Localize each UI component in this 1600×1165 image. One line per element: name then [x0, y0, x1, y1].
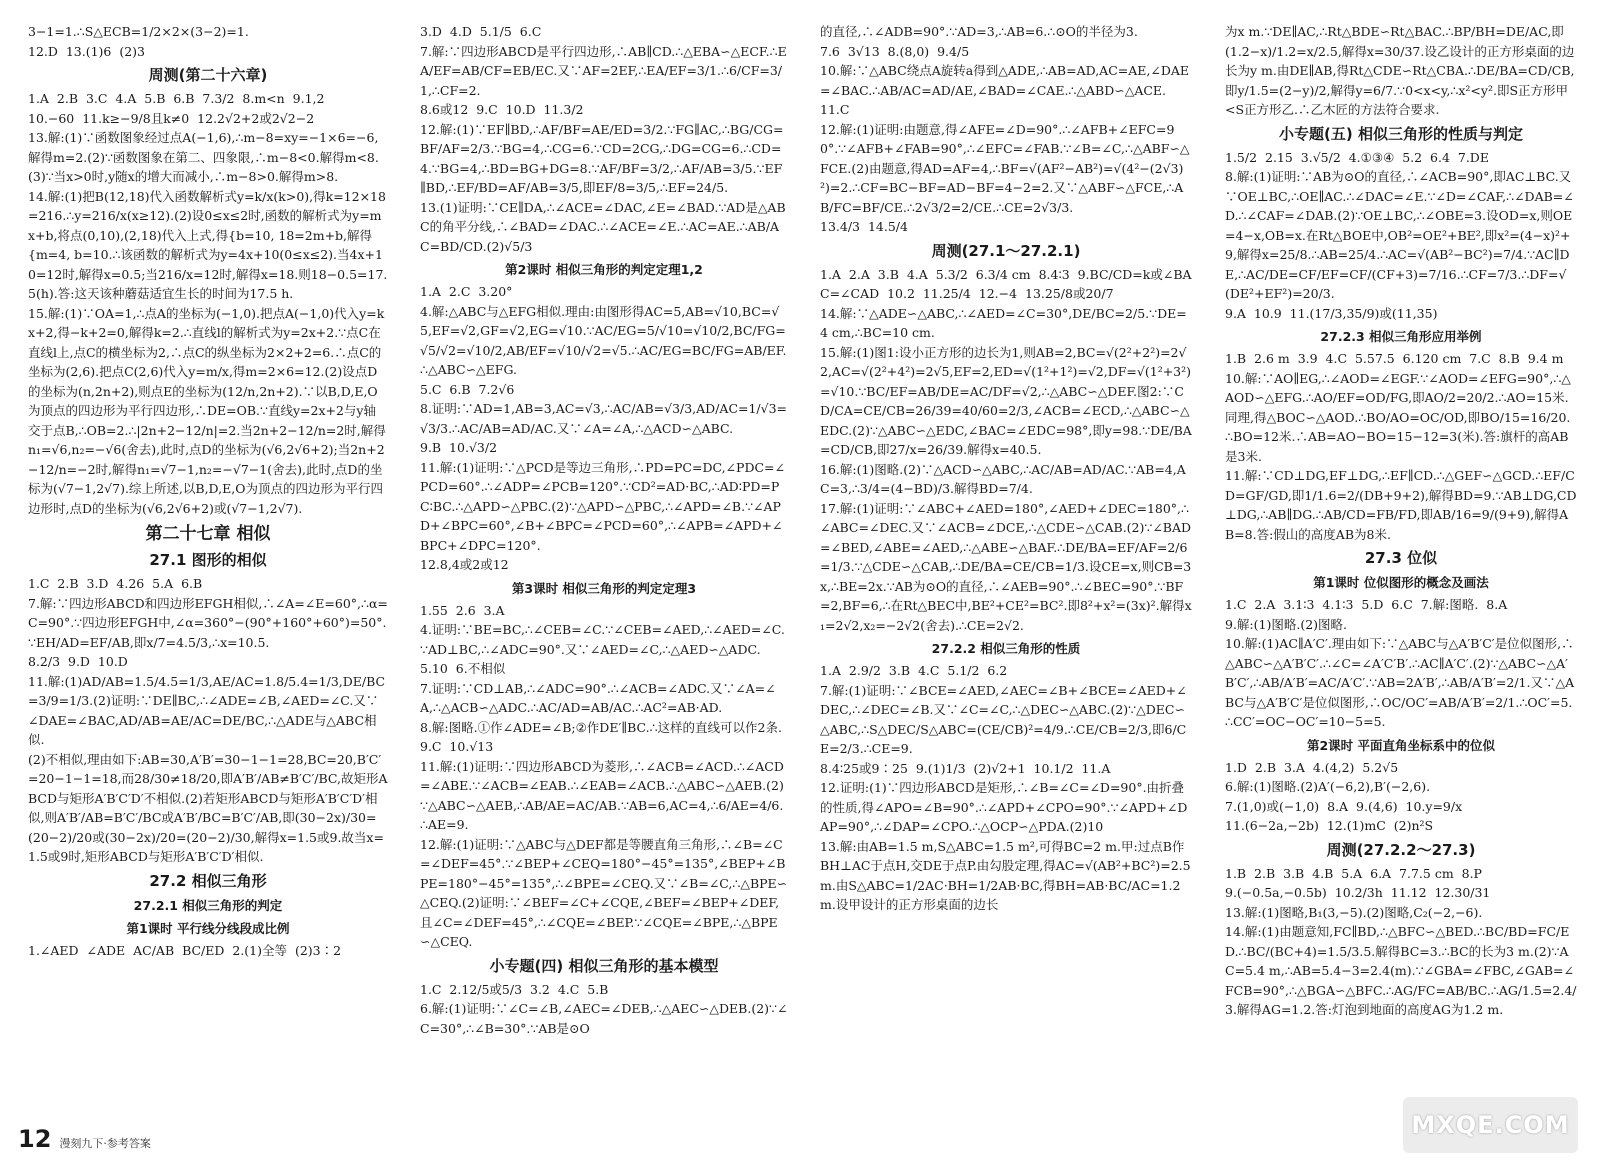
- answer-block: 1.A 2.9/2 3.B 4.C 5.1/2 6.2 7.解:(1)证明:∵∠BCE=∠AED,∠AEC=∠B+∠BCE=∠AED+∠DEC,∴∠DEC=∠B.又∵∠C=∠C,∴△DEC∽△ABC.(2)∵△DEC∽△ABC,∴S△DEC/S△ABC=(CE/CB)²=4/9.∴CE/CB=2/3,即6/CE=2/3.∴CE=9. 8.4∶25或9∶25 9.(1)1/3 (2)√2+1 10.1/2 11.A 12.证明:(1)∵四边形ABCD是矩形,∴∠B=∠C=∠D=90°.由折叠的性质,得∠APO=∠B=90°.∴∠APD+∠CPO=90°.∵∠APD+∠DAP=90°,∴∠DAP=∠CPO.∴△OCP∽△PDA.(2)10 13.解:由AB=1.5 m,S△ABC=1.5 m²,可得BC=2 m.甲:过点B作BH⊥AC于点H,交DE于点P.由勾股定理,得AC=√(AB²+BC²)=2.5 m.由S△ABC=1/2AC·BH=1/2AB·BC,得BH=AB·BC/AC=1.2 m.设甲设计的正方形桌面的边长: [820, 663, 1191, 912]
- answer-block: 为x m.∵DE∥AC,∴Rt△BDE∽Rt△BAC.∴BP/BH=DE/AC,即(1.2−x)/1.2=x/2.5,解得x=30/37.设乙设计的正方形桌面的边长为y m.由DE∥AB,得Rt△CDE∽Rt△CBA.∴DE/BA=CD/CB,即y/1.5=(2−y)/2,解得y=6/7.∵0<x<y,∴x²<y².即S正方形甲<S正方形乙.∴乙木匠的方法符合要求.: [1225, 24, 1575, 117]
- section-heading: 周测(第二十六章): [148, 66, 268, 84]
- section-heading: 27.2 相似三角形: [149, 871, 267, 890]
- column-4: [1225, 22, 1577, 1125]
- column-1: [28, 22, 388, 1125]
- answer-block: 1.55 2.6 3.A 4.证明:∵BE=BC,∴∠CEB=∠C.∵∠CEB=∠AED,∴∠AED=∠C.∵AD⊥BC,∴∠ADC=90°.又∵∠AED=∠C,∴△AED∽△ADC. 5.10 6.不相似 7.证明:∵CD⊥AB,∴∠ADC=90°.∴∠ACB=∠ADC.又∵∠A=∠A,∴△ACB∽△ADC.∴AC/AD=AB/AC.∴AC²=AB·AD. 8.解:图略.①作∠ADE=∠B;②作DE′∥BC.∴这样的直线可以作2条. 9.C 10.√13 11.解:(1)证明:∵四边形ABCD为菱形,∴∠ACB=∠ACD.∴∠ACD=∠ABE.∵∠ACB=∠EAB.∴∠EAB=∠ACB.∴△ABC∽△AEB.(2)∵△ABC∽△AEB,∴AB/AE=AC/AB.∵AB=6,AC=4,∴6/AE=4/6.∴AE=9. 12.解:(1)证明:∵△ABC与△DEF都是等腰直角三角形,∴∠B=∠C=∠DEF=45°.∵∠BEP+∠CEQ=180°−45°=135°,∠BEP+∠BPE=180°−45°=135°,∴∠BPE=∠CEQ.又∵∠B=∠C,∴△BPE∽△CEQ.(2)证明:∵∠BEF=∠C+∠CQE,∠BEF=∠BEP+∠DEF,且∠C=∠DEF=45°,∴∠CQE=∠BEP.∵∠CQE=∠BPE,∴△BPE∽△CEQ.: [420, 602, 788, 949]
- book-label: 漫刻九下·参考答案: [59, 1137, 151, 1150]
- subsection-heading: 27.2.1 相似三角形的判定: [133, 897, 283, 913]
- answer-block: 1.A 2.A 3.B 4.A 5.3/2 6.3/4 cm 8.4∶3 9.BC/CD=k或∠BAC=∠CAD 10.2 11.25/4 12.−4 13.25/8或20/7 14.解:∵△ADE∽△ABC,∴∠AED=∠C=30°,DE/BC=2/5.∵DE=4 cm,∴BC=10 cm. 15.解:(1)图1:设小正方形的边长为1,则AB=2,BC=√(2²+2²)=2√2,AC=√(2²+4²)=2√5,EF=2,ED=√(1²+1²)=√2,DF=√(1²+3²)=√10.∵BC/EF=AB/DE=AC/DF=√2,∴△ABC∽△DEF.图2:∵CD/CA=CE/CB=26/39=40/60=2/3,∠ACB=∠ECD,∴△ABC∽△EDC.(2)∵△ABC∽△EDC,∠BAC=∠EDC=98°,即y=98.∵DE/BA=CD/CB,即27/x=26/39.解得x=40.5. 16.解:(1)图略.(2)∵△ACD∽△ABC,∴AC/AB=AD/AC.∵AB=4,AC=3,∴3/4=(4−BD)/3.解得BD=7/4. 17.解:(1)证明:∵∠ABC+∠AED=180°,∠AED+∠DEC=180°,∴∠ABC=∠DEC.又∵∠ACB=∠DCE,∴△CDE∽△CAB.(2)∵∠BAD=∠BED,∠ABE=∠AED,∴△ABE∽△BAF.∴DE/BA=EF/AF=2/6=1/3.∵△CDE∽△CAB,∴DE/BA=CE/CB=1/3.设CE=x,则CB=3x,∴BE=2x.∵AB为⊙O的直径,∴∠AEB=90°.∴∠BEC=90°.∵BF=2,BF=6,∴在Rt△BEC中,BE²+CE²=BC².即8²+x²=(3x)².解得x₁=2√2,x₂=−2√2(舍去).∴CE=2√2.: [820, 266, 1192, 633]
- site-watermark: MXQE.COM: [1403, 1097, 1578, 1153]
- section-heading: 周测(27.1～27.2.1): [931, 241, 1081, 260]
- section-heading: 27.3 位似: [1364, 549, 1438, 567]
- answer-block: 3.D 4.D 5.1/5 6.C 7.解:∵四边形ABCD是平行四边形,∴AB∥CD.∴△EBA∽△ECF.∴EA/EF=AB/CF=EB/EC.又∵AF=2EF,∴EA/EF=3/1.∴6/CF=3/1,∴CF=2. 8.6或12 9.C 10.D 11.3/2 12.解:(1)∵EF∥BD,∴AF/BF=AE/ED=3/2.∵FG∥AC,∴BG/CG=BF/AF=2/3.∵BG=4,∴CG=6.∵CD=2CG,∴DG=CG=6.∴CD=4.∵BG=4,∴BD=BG+DG=8.∵AF/BF=3/2,∴AF/AB=3/5.∵EF∥BD,∴EF/BD=AF/AB=3/5,即EF/8=3/5,∴EF=24/5. 13.(1)证明:∵CE∥DA,∴∠ACE=∠DAC,∠E=∠BAD.∵AD是△ABC的角平分线,∴∠BAD=∠DAC.∴∠ACE=∠E.∴AC=AE.∴AB/AC=BD/CD.(2)√5/3: [420, 24, 787, 254]
- section-heading: 小专题(四) 相似三角形的基本模型: [489, 956, 719, 975]
- answer-block: 1.A 2.B 3.C 4.A 5.B 6.B 7.3/2 8.m<n 9.1,2 10.−60 11.k≥−9/8且k≠0 12.2√2+2或2√2−2 13.解:(1)∵函数图象经过点A(−1,6),∴m−8=xy=−1×6=−6,解得m=2.(2)∵函数图象在第二、四象限,∴m−8<0.解得m<8.(3)∵当x>0时,y随x的增大而减小,∴m−8>0.解得m>8. 14.解:(1)把B(12,18)代入函数解析式y=k/x(k>0),得k=12×18=216.∴y=216/x(x≥12).(2)设0≤x≤2时,函数的解析式为y=mx+b,将点(0,10),(2,18)代入上式,得{b=10, 18=2m+b,解得{m=4, b=10.∴该函数的解析式为y=4x+10(0≤x≤2).当4x+10=12时,解得x=0.5;当216/x=12时,解得x=18.则18−0.5=17.5(h).答:这天该种蘑菇适宜生长的时间为17.5 h. 15.解:(1)∵OA=1,∴点A的坐标为(−1,0).把点A(−1,0)代入y=kx+2,得−k+2=0,解得k=2.∴直线l的解析式为y=2x+2.∵点C在直线l上,点C的横坐标为2,∴点C的纵坐标为2×2+2=6.∴点C的坐标为(2,6).把点C(2,6)代入y=m/x,得m=2×6=12.(2)设点D的坐标为(n,2n+2),则点E的坐标为(12/n,2n+2).∵以B,D,E,O为顶点的四边形为平行四边形,∴DE=OB.∵直线y=2x+2与y轴交于点B,∴OB=2.∴|2n+2−12/n|=2.当2n+2−12/n=2时,解得n₁=√6,n₂=−√6(舍去),此时,点D的坐标为(√6,2√6+2);当2n+2−12/n=−2时,解得n₁=√7−1,n₂=−√7−1(舍去),此时,点D的坐标为(√7−1,2√7).综上所述,以B,D,E,O为顶点的四边形为平行四边形时,点D的坐标为(√6,2√6+2)或(√7−1,2√7).: [28, 91, 388, 516]
- answer-block: 1.C 2.A 3.1∶3 4.1∶3 5.D 6.C 7.解:图略. 8.A 9.解:(1)图略.(2)图略. 10.解:(1)AC∥A′C′.理由如下:∵△ABC与△A′B′C′是位似图形,∴△ABC∽△A′B′C′.∴∠C=∠A′C′B′.∴AC∥A′C′.(2)∵△ABC∽△A′B′C′,∴AB/A′B′=AC/A′C′.∵AB=2A′B′,∴AB/A′B′=2/1.又∵△ABC与△A′B′C′是位似图形,∴OC/OC′=AB/A′B′=2/1.∴OC′=5.∴CC′=OC−OC′=10−5=5.: [1225, 597, 1575, 729]
- subsection-heading: 27.2.3 相似三角形应用举例: [1320, 329, 1482, 344]
- answer-block: 1.D 2.B 3.A 4.(4,2) 5.2√5 6.解:(1)图略.(2)A′(−6,2),B′(−2,6). 7.(1,0)或(−1,0) 8.A 9.(4,6) 10.y=9/x 11.(6−2a,−2b) 12.(1)mC (2)n²S: [1225, 759, 1463, 833]
- answer-block: 1.A 2.C 3.20° 4.解:△ABC与△EFG相似.理由:由图形得AC=5,AB=√10,BC=√5,EF=√2,GF=√2,EG=√10.∵AC/EG=5/√10=√10/2,BC/FG=√5/√2=√10/2,AB/EF=√10/√2=√5.∴AC/EG=BC/FG=AB/EF.∴△ABC∽△EFG. 5.C 6.B 7.2√6 8.证明:∵AD=1,AB=3,AC=√3,∴AC/AB=√3/3,AD/AC=1/√3=√3/3.∴AC/AB=AD/AC.又∵∠A=∠A,∴△ACD∽△ABC. 9.B 10.√3/2 11.解:(1)证明:∵△PCD是等边三角形,∴PD=PC=DC,∠PDC=∠PCD=60°.∴∠ADP=∠PCB=120°.∵CD²=AD·BC,∴AD∶PD=PC∶BC.∴△APD∽△PBC.(2)∵△APD∽△PBC,∴∠APD=∠B.∵∠APD+∠BPC=60°,∠B+∠BPC=∠PCD=60°,∴∠APB=∠APD+∠BPC+∠DPC=120°. 12.8,4或2或12: [420, 284, 788, 572]
- answer-block: 的直径,∴∠ADB=90°.∵AD=3,∴AB=6.∴⊙O的半径为3. 7.6 3√13 8.(8,0) 9.4/5 10.解:∵△ABC绕点A旋转a得到△ADE,∴AB=AD,AC=AE,∠DAE=∠BAC.∴AB/AC=AD/AE,∠BAD=∠CAE.∴△ABD∽△ACE. 11.C 12.解:(1)证明:由题意,得∠AFE=∠D=90°.∴∠AFB+∠EFC=90°.∵∠AFB+∠FAB=90°,∴∠EFC=∠FAB.∵∠B=∠C,∴△ABF∽△FCE.(2)由题意,得AD=AF=4,∴BF=√(AF²−AB²)=√(4²−(2√3)²)=2.∴CF=BC−BF=AD−BF=4−2=2.又∵△ABF∽△FCE,∴AB/FC=BF/CE.∴2√3/2=2/CE.∴CE=2√3/3. 13.4/3 14.5/4: [820, 24, 1190, 234]
- lesson-heading: 第1课时 平行线分线段成比例: [126, 920, 290, 936]
- answer-block: 1.B 2.B 3.B 4.B 5.A 6.A 7.7.5 cm 8.P 9.(−0.5a,−0.5b) 10.2/3h 11.12 12.30/31 13.解:(1)图略,B₁(3,−5).(2)图略,C₂(−2,−6). 14.解:(1)由题意知,FC∥BD,∴△BFC∽△BED.∴BC/BD=FC/ED.∴BC/(BC+4)=1.5/3.5.解得BC=3.∴BC的长为3 m.(2)∵AC=5.4 m,∴AB=5.4−3=2.4(m).∵∠GBA=∠FBC,∠GAB=∠FCB=90°,∴△BGA∽△BFC.∴AG/FC=AB/BC.∴AG/1.5=2.4/3.解得AG=1.2.答:灯泡到地面的高度AG为1.2 m.: [1225, 865, 1577, 1017]
- lesson-heading: 第2课时 平面直角坐标系中的位似: [1306, 737, 1496, 753]
- section-heading: 小专题(五) 相似三角形的性质与判定: [1279, 124, 1523, 143]
- section-heading: 27.1 图形的相似: [149, 551, 267, 569]
- page-number: 12: [18, 1125, 52, 1153]
- lesson-heading: 第3课时 相似三角形的判定定理3: [511, 580, 697, 596]
- answer-block: 3−1=1.∴S△ECB=1/2×2×(3−2)=1. 12.D 13.(1)6 (2)3: [28, 24, 249, 59]
- lesson-heading: 第2课时 相似三角形的判定定理1,2: [505, 262, 703, 277]
- answer-block: 1.C 2.B 3.D 4.26 5.A 6.B 7.解:∵四边形ABCD和四边形EFGH相似,∴∠A=∠E=60°,∴α=C=90°.∵四边形EFGH中,∠α=360°−(90°+160°+60°)=50°.∵EH/AD=EF/AB,即x/7=4.5/3,∴x=10.5. 8.2/3 9.D 10.D 11.解:(1)AD/AB=1.5/4.5=1/3,AE/AC=1.8/5.4=1/3,DE/BC=3/9=1/3.(2)证明:∵DE∥BC,∴∠ADE=∠B,∠AED=∠C.又∵∠DAE=∠BAC,AD/AB=AE/AC=DE/BC,∴△ADE与△ABC相似. (2)不相似,理由如下:AB=30,A′B′=30−1−1=28,BC=20,B′C′=20−1−1=18,而28/30≠18/20,即A′B′/AB≠B′C′/BC,故矩形ABCD与矩形A′B′C′D′不相似.(2)若矩形ABCD与矩形A′B′C′D′相似,则A′B′/AB=B′C′/BC或A′B′/BC=B′C′/AB,即(30−2x)/30=(20−2)/20或(30−2x)/20=(20−2)/30,解得x=1.5或9.故当x=1.5或9时,矩形ABCD与矩形A′B′C′D′相似.: [28, 576, 388, 864]
- column-3: [820, 22, 1192, 1125]
- answer-block: 1.C 2.12/5或5/3 3.2 4.C 5.B 6.解:(1)证明:∵∠C=∠B,∠AEC=∠DEB,∴△AEC∽△DEB.(2)∵∠C=30°,∴∠B=30°.∵AB是⊙O: [420, 981, 788, 1036]
- lesson-heading: 第1课时 位似图形的概念及画法: [1313, 575, 1489, 590]
- page-footer: [18, 1127, 151, 1151]
- subsection-heading: 27.2.2 相似三角形的性质: [931, 641, 1081, 656]
- column-2: [420, 22, 788, 1125]
- chapter-heading: 第二十七章 相似: [145, 524, 271, 544]
- answer-block: 1.B 2.6 m 3.9 4.C 5.57.5 6.120 cm 7.C 8.B 9.4 m 10.解:∵AO∥EG,∴∠AOD=∠EGF.∵∠AOD=∠EFG=90°,∴△AOD∽△EFG.∴AO/EF=OD/FG,即AO/2=20/2.∴AO=15米.同理,得△BOC∽△AOD.∴BO/AO=OC/OD,即BO/15=16/20.∴BO=12米.∴AB=AO−BO=15−12=3(米).答:旗杆的高AB是3米. 11.解:∵CD⊥DG,EF⊥DG,∴EF∥CD.∴△GEF∽△GCD.∴EF/CD=GF/GD,即1/1.6=2/(DB+9+2),解得BD=9.∵AB⊥DG,CD⊥DG,∴AB∥DG.∴AB/CD=FB/FD,即AB/16=9/(9+9),解得AB=8.答:假山的高度AB为8米.: [1225, 351, 1577, 542]
- section-heading: 周测(27.2.2～27.3): [1326, 840, 1476, 859]
- answer-block: 1.5/2 2.15 3.√5/2 4.①③④ 5.2 6.4 7.DE 8.解:(1)证明:∵AB为⊙O的直径,∴∠ACB=90°,即AC⊥BC.又∵OE⊥BC,∴OE∥AC.∴∠DAC=∠E.∵∠D=∠CAF,∴∠DAB=∠D.∴∠CAF=∠DAB.(2)∵OE⊥BC,∴∠OBE=3.设OD=x,则OE=4−x,OB=x.在Rt△BOE中,OB²=OE²+BE²,即x²=(4−x)²+9,解得x=25/8.∴AB=25/4.∴AC=√(AB²−BC²)=7/4.∵AC∥DE,∴AC/DE=CF/EF=CF/(CF+3)=7/16.∴CF=7/3.∴DF=√(DE²+EF²)=20/3. 9.A 10.9 11.(17/3,35/9)或(11,35): [1225, 149, 1574, 321]
- answer-block: 1.∠AED ∠ADE AC/AB BC/ED 2.(1)全等 (2)3∶2: [28, 942, 342, 958]
